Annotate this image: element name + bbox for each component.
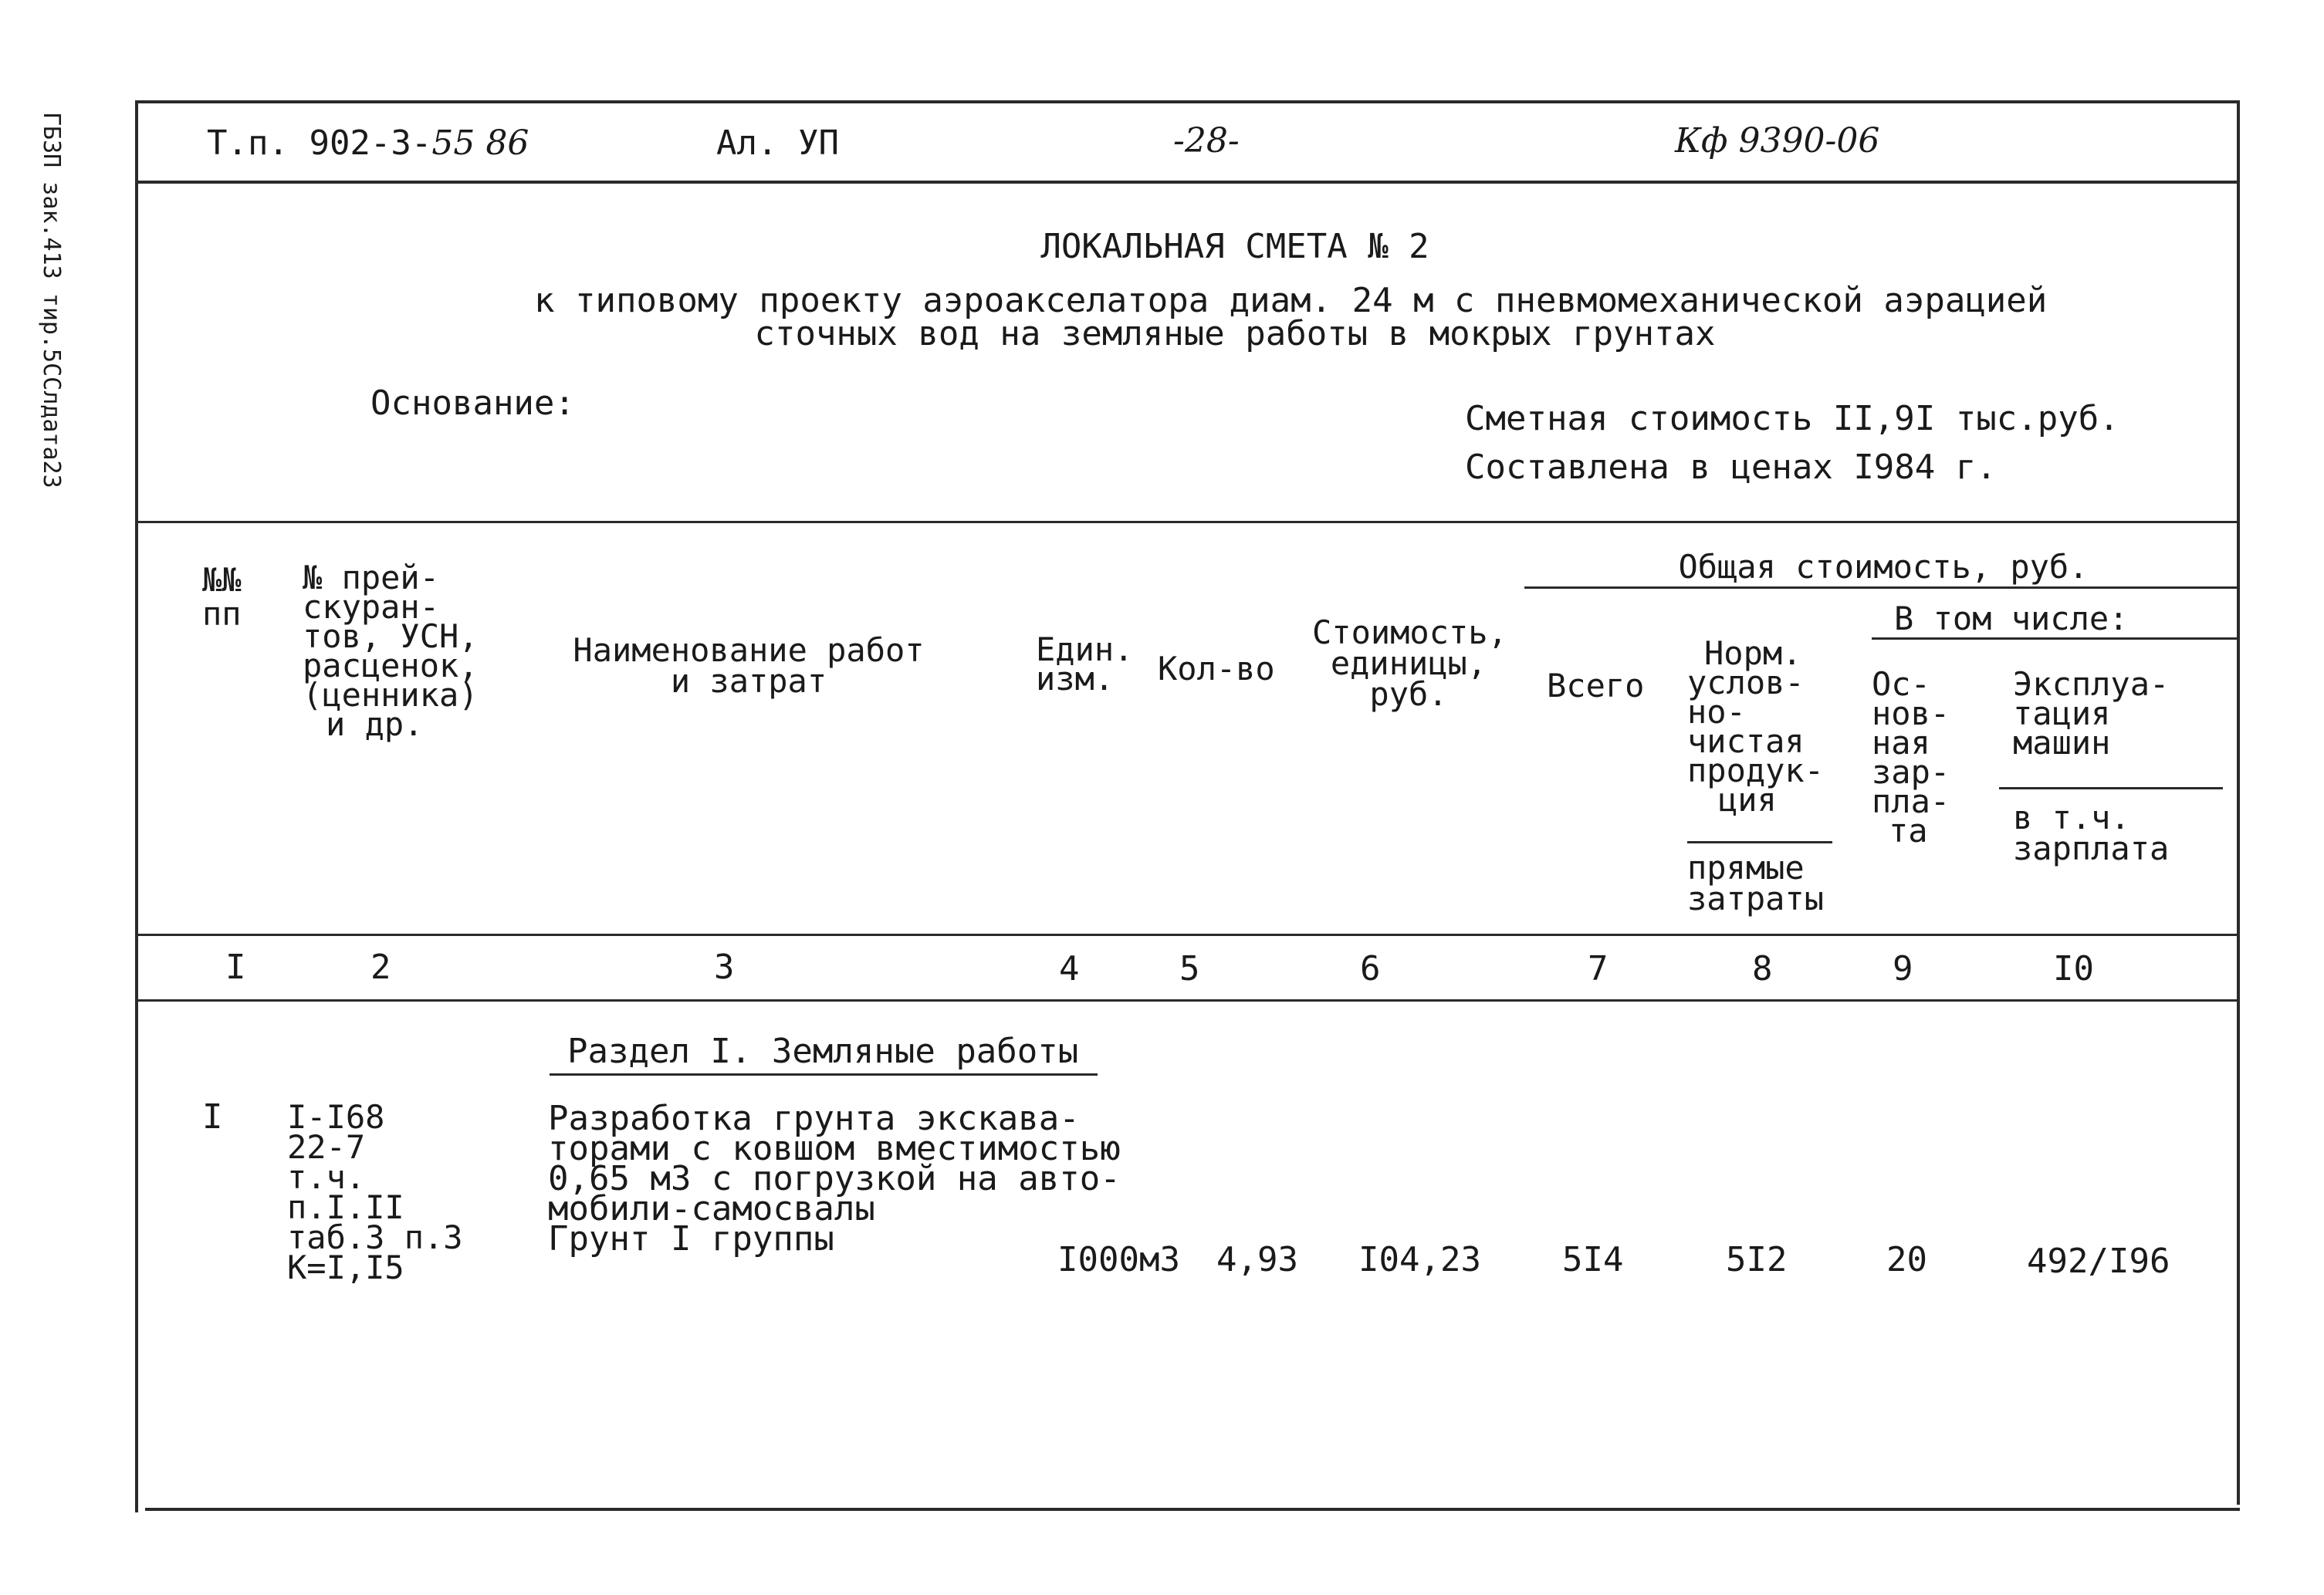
col6-header-line: руб.: [1369, 675, 1448, 713]
col1-header-line: пп: [202, 595, 242, 633]
total-cost-header: Общая стоимость, руб.: [1678, 548, 2089, 586]
col2-header-line: и др.: [326, 705, 424, 743]
column-number: 4: [1059, 949, 1080, 988]
row-work-name-line: мобили-самосвалы: [548, 1189, 875, 1228]
col5-header: Кол-во: [1158, 650, 1275, 688]
row-reference: [287, 1098, 463, 1286]
col2-header-line: тов, УСН,: [303, 617, 479, 655]
col10-subheader-line: в т.ч.: [2013, 799, 2130, 836]
row-number: I: [202, 1097, 223, 1137]
col8-header-line: чистая: [1687, 722, 1805, 760]
col8-header-line: Норм.: [1704, 634, 1802, 672]
colnum-bottom-divider: [137, 999, 2240, 1002]
page-number: -28-: [1173, 121, 1240, 161]
col6-header: [1312, 613, 1507, 713]
col2-header: [303, 559, 479, 743]
frame-left: [135, 100, 138, 1512]
including-underline: [1872, 637, 2240, 640]
col7-header: Всего: [1547, 667, 1645, 705]
col6-header-line: единицы,: [1330, 644, 1487, 682]
row-quantity: 4,93: [1216, 1240, 1298, 1279]
row-work-name-line: Разработка грунта экскава-: [548, 1099, 1080, 1138]
document-subtitle-2: сточных вод на земляные работы в мокрых грунтах: [754, 314, 1716, 353]
col8-header-line: продук-: [1687, 752, 1825, 789]
col2-header-line: скуран-: [303, 588, 440, 626]
column-number: I0: [2053, 949, 2094, 988]
row-salary: 20: [1886, 1240, 1927, 1279]
section-title-underline: [550, 1073, 1098, 1076]
col4-header-line: Един.: [1036, 630, 1134, 668]
document-title: ЛОКАЛЬНАЯ СМЕТА № 2: [1040, 227, 1429, 266]
col9-header-line: та: [1889, 812, 1928, 850]
row-total: 5I4: [1562, 1240, 1624, 1279]
column-number: 2: [370, 948, 391, 987]
row-work-name: [548, 1099, 1121, 1259]
project-number-print: Т.п. 902-3-: [207, 123, 432, 163]
frame-right: [2237, 100, 2240, 1505]
document-code: Кф 9390-06: [1675, 121, 1880, 161]
col1-header-line: №№: [202, 561, 242, 599]
row-reference-line: таб.3 п.3: [287, 1218, 463, 1256]
col10-subheader: [2013, 799, 2170, 867]
row-unit: I000м3: [1057, 1240, 1180, 1279]
total-cost-underline: [1524, 586, 2240, 589]
col2-header-line: № прей-: [303, 559, 440, 596]
column-number: 7: [1588, 949, 1609, 988]
col8-header-line: но-: [1687, 693, 1746, 731]
col9-header-line: Ос-: [1872, 665, 1930, 703]
col2-header-line: (ценника): [303, 676, 479, 714]
col4-header-line: изм.: [1036, 660, 1115, 698]
row-unit-cost: I04,23: [1358, 1240, 1481, 1279]
header-divider: [135, 181, 2240, 184]
col10-header-line: Эксплуа-: [2013, 665, 2170, 703]
document-subtitle-1: к типовому проекту аэроакселатора диам. 24 м с пневмомеханической аэрацией: [534, 281, 2048, 320]
row-reference-line: К=I,I5: [287, 1249, 404, 1286]
col10-header-line: машин: [2013, 724, 2111, 762]
col8-subheader-line: прямые: [1687, 849, 1805, 887]
column-number: 6: [1360, 949, 1381, 988]
col8-subheader: [1687, 849, 1825, 917]
row-work-name-line: 0,65 м3 с погрузкой на авто-: [548, 1159, 1121, 1198]
col8-header: [1687, 634, 1825, 819]
frame-top: [135, 100, 2240, 103]
col10-subheader-line: зарплата: [2013, 830, 2170, 867]
row-reference-line: т.ч.: [287, 1158, 366, 1196]
col8-header-line: ция: [1718, 781, 1777, 819]
col3-header: [556, 631, 942, 700]
col8-subheader-line: затраты: [1687, 880, 1825, 917]
col3-header-line: Наименование работ: [573, 631, 925, 669]
col9-header: [1872, 665, 1950, 850]
colnum-top-divider: [137, 934, 2240, 936]
album-label: Ал. УП: [716, 123, 839, 163]
col8-header-line: услов-: [1687, 664, 1805, 701]
including-header: В том числе:: [1894, 600, 2129, 637]
col9-header-line: пла-: [1872, 782, 1950, 820]
col9-header-line: нов-: [1872, 694, 1950, 732]
col2-header-line: расценок,: [303, 647, 479, 684]
row-work-name-line: торами с ковшом вместимостью: [548, 1129, 1121, 1168]
title-divider: [137, 521, 2240, 523]
row-reference-line: 22-7: [287, 1128, 366, 1166]
row-reference-line: п.I.II: [287, 1188, 404, 1226]
col4-header: [1036, 630, 1134, 698]
row-machines: 492/I96: [2027, 1242, 2170, 1281]
col8-divider: [1687, 841, 1832, 843]
col9-header-line: зар-: [1872, 753, 1950, 791]
column-number: I: [225, 948, 246, 987]
section-title: Раздел I. Земляные работы: [567, 1032, 1079, 1071]
col10-header: [2013, 665, 2170, 762]
row-reference-line: I-I68: [287, 1098, 385, 1136]
project-number: [207, 123, 529, 163]
row-work-name-line: Грунт I группы: [548, 1219, 834, 1259]
col3-header-line: и затрат: [670, 662, 827, 700]
project-number-hand: 55 86: [431, 123, 529, 163]
col1-header: [202, 563, 242, 631]
frame-bottom: [145, 1508, 2240, 1511]
prices-year: Составлена в ценах I984 г.: [1465, 448, 1997, 487]
col6-header-line: Стоимость,: [1312, 613, 1507, 651]
side-stamp: ГБЗП зак.413 тир.5ССлдата23: [38, 112, 65, 488]
column-number: 9: [1893, 949, 1913, 988]
basis-label: Основание:: [370, 384, 575, 423]
column-number: 8: [1752, 949, 1773, 988]
col10-header-line: тация: [2013, 694, 2111, 732]
col9-header-line: ная: [1872, 724, 1930, 762]
column-number: 3: [714, 948, 735, 987]
col10-divider: [1999, 787, 2223, 789]
row-npp: 5I2: [1726, 1240, 1788, 1279]
estimated-cost: Сметная стоимость II,9I тыс.руб.: [1465, 399, 2119, 438]
column-number: 5: [1179, 949, 1200, 988]
